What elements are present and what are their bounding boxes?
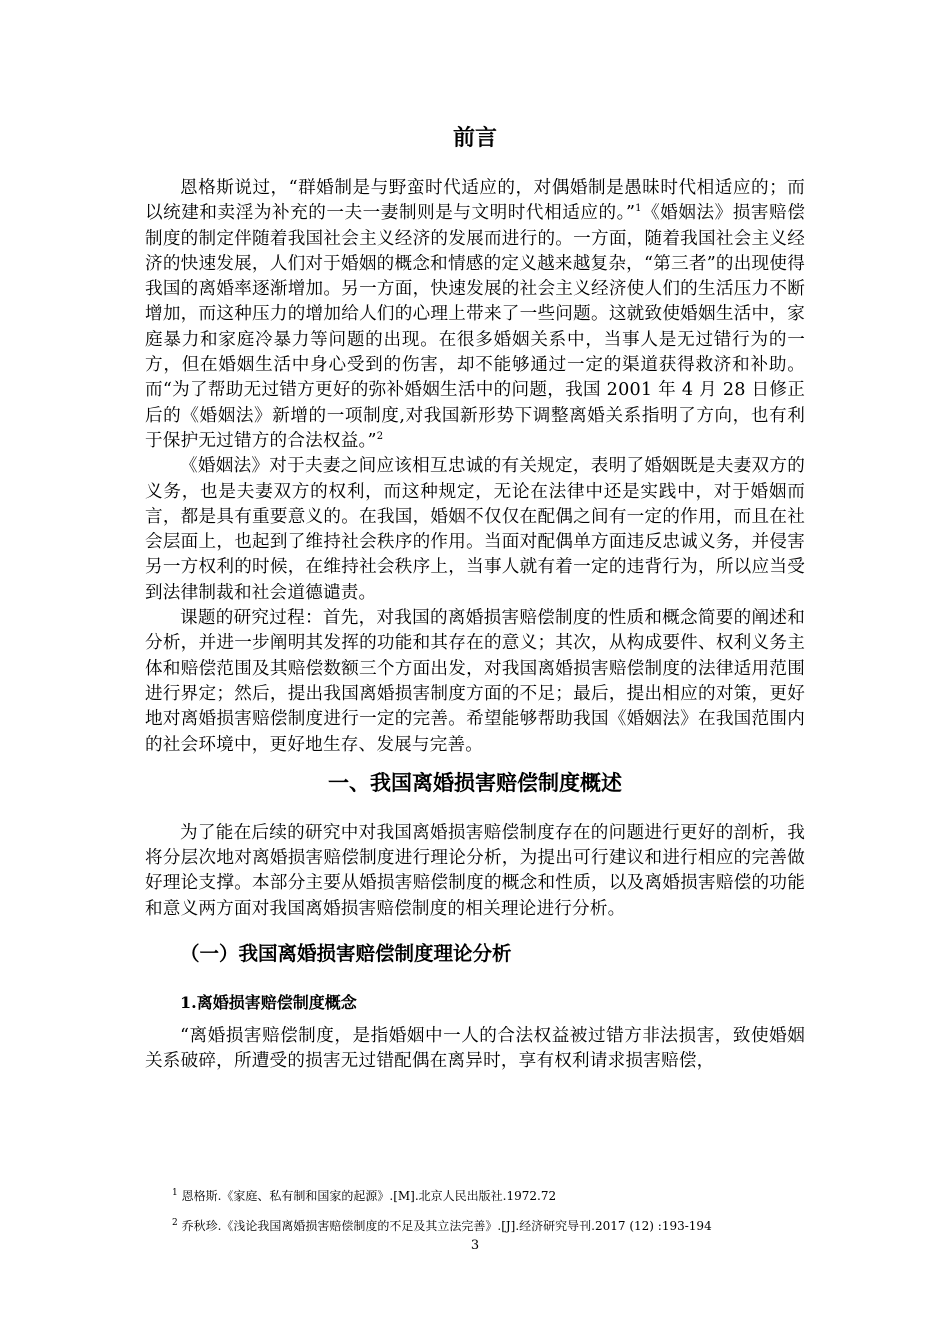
footnote-2 (172, 1211, 872, 1241)
page-number: 3 (470, 1238, 480, 1253)
footnote-mark: 2 (172, 1218, 178, 1228)
footnote-text: 乔秋珍.《浅论我国离婚损害赔偿制度的不足及其立法完善》.[J].经济研究导刊.2017 (12) :193-194 (181, 1219, 712, 1233)
paragraph-text: 恩格斯说过，“群婚制是与野蛮时代适应的，对偶婚制是愚昧时代相适应的；而以统建和卖淫为补充的一夫一妻制则是与文明时代相适应的。” (145, 178, 805, 224)
section-intro-paragraph: 为了能在后续的研究中对我国离婚损害赔偿制度存在的问题进行更好的剖析，我将分层次地对离婚损害赔偿制度进行理论分析，为提出可行建议和进行相应的完善做好理论支撑。本部分主要从婚损害赔偿制度的概念和性质，以及离婚损害赔偿的功能和意义两方面对我国离婚损害赔偿制度的相关理论进行分析。 (145, 822, 805, 919)
subsection-heading: （一）我国离婚损害赔偿制度理论分析 (180, 942, 512, 966)
preface-paragraph-1 (145, 176, 805, 454)
paragraph-text: 《婚姻法》损害赔偿制度的制定伴随着我国社会主义经济的发展而进行的。一方面，随着我国社会主义经济的快速发展，人们对于婚姻的概念和情感的定义越来越复杂，“第三者”的出现使得我国的离婚率逐渐增加。另一方面，快速发展的社会主义经济使人们的生活压力不断增加，而这种压力的增加给人们的心理上带来了一些问题。这就致使婚姻生活中，家庭暴力和家庭冷暴力等问题的出现。在很多婚姻关系中，当事人是无过错行为的一方，但在婚姻生活中身心受到的伤害，却不能够通过一定的渠道获得救济和补助。而“为了帮助无过错方更好的弥补婚姻生活中的问题，我国 2001 年 4 月 28 日修正后的《婚姻法》新增的一项制度,对我国新形势下调整离婚关系指明了方向，也有利于保护无过错方的合法权益。” (145, 203, 805, 451)
page-body (145, 118, 805, 1075)
preface-paragraph-2: 《婚姻法》对于夫妻之间应该相互忠诚的有关规定，表明了婚姻既是夫妻双方的义务，也是夫妻双方的权利，而这种规定，无论在法律中还是实践中，对于婚姻而言，都是具有重要意义的。在我国，婚姻不仅仅在配偶之间有一定的作用，而且在社会层面上，也起到了维持社会秩序的作用。当面对配偶单方面违反忠诚义务，并侵害另一方权利的时候，在维持社会秩序上，当事人就有着一定的违背行为，所以应当受到法律制裁和社会道德谴责。 (145, 456, 805, 603)
preface-title: 前言 (452, 125, 497, 151)
sub-subsection-heading: 1.离婚损害赔偿制度概念 (180, 993, 357, 1013)
footnotes (172, 1181, 872, 1241)
footnote-1 (172, 1181, 872, 1211)
preface-paragraph-3: 课题的研究过程：首先，对我国的离婚损害赔偿制度的性质和概念简要的阐述和分析，并进一步阐明其发挥的功能和其存在的意义；其次，从构成要件、权利义务主体和赔偿范围及其赔偿数额三个方面出发，对我国离婚损害赔偿制度的法律适用范围进行界定；然后，提出我国离婚损害制度方面的不足；最后，提出相应的对策，更好地对离婚损害赔偿制度进行一定的完善。希望能够帮助我国《婚姻法》在我国范围内的社会环境中，更好地生存、发展与完善。 (145, 608, 805, 755)
footnote-ref[interactable]: 2 (376, 431, 384, 443)
footnote-text: 恩格斯.《家庭、私有制和国家的起源》.[M].北京人民出版社.1972.72 (181, 1189, 557, 1203)
footnote-mark: 1 (172, 1188, 178, 1198)
footnote-ref[interactable]: 1 (635, 203, 642, 215)
definition-paragraph: “离婚损害赔偿制度，是指婚姻中一人的合法权益被过错方非法损害，致使婚姻关系破碎，所遭受的损害无过错配偶在离异时，享有权利请求损害赔偿， (145, 1026, 805, 1072)
section-heading: 一、我国离婚损害赔偿制度概述 (328, 769, 622, 795)
